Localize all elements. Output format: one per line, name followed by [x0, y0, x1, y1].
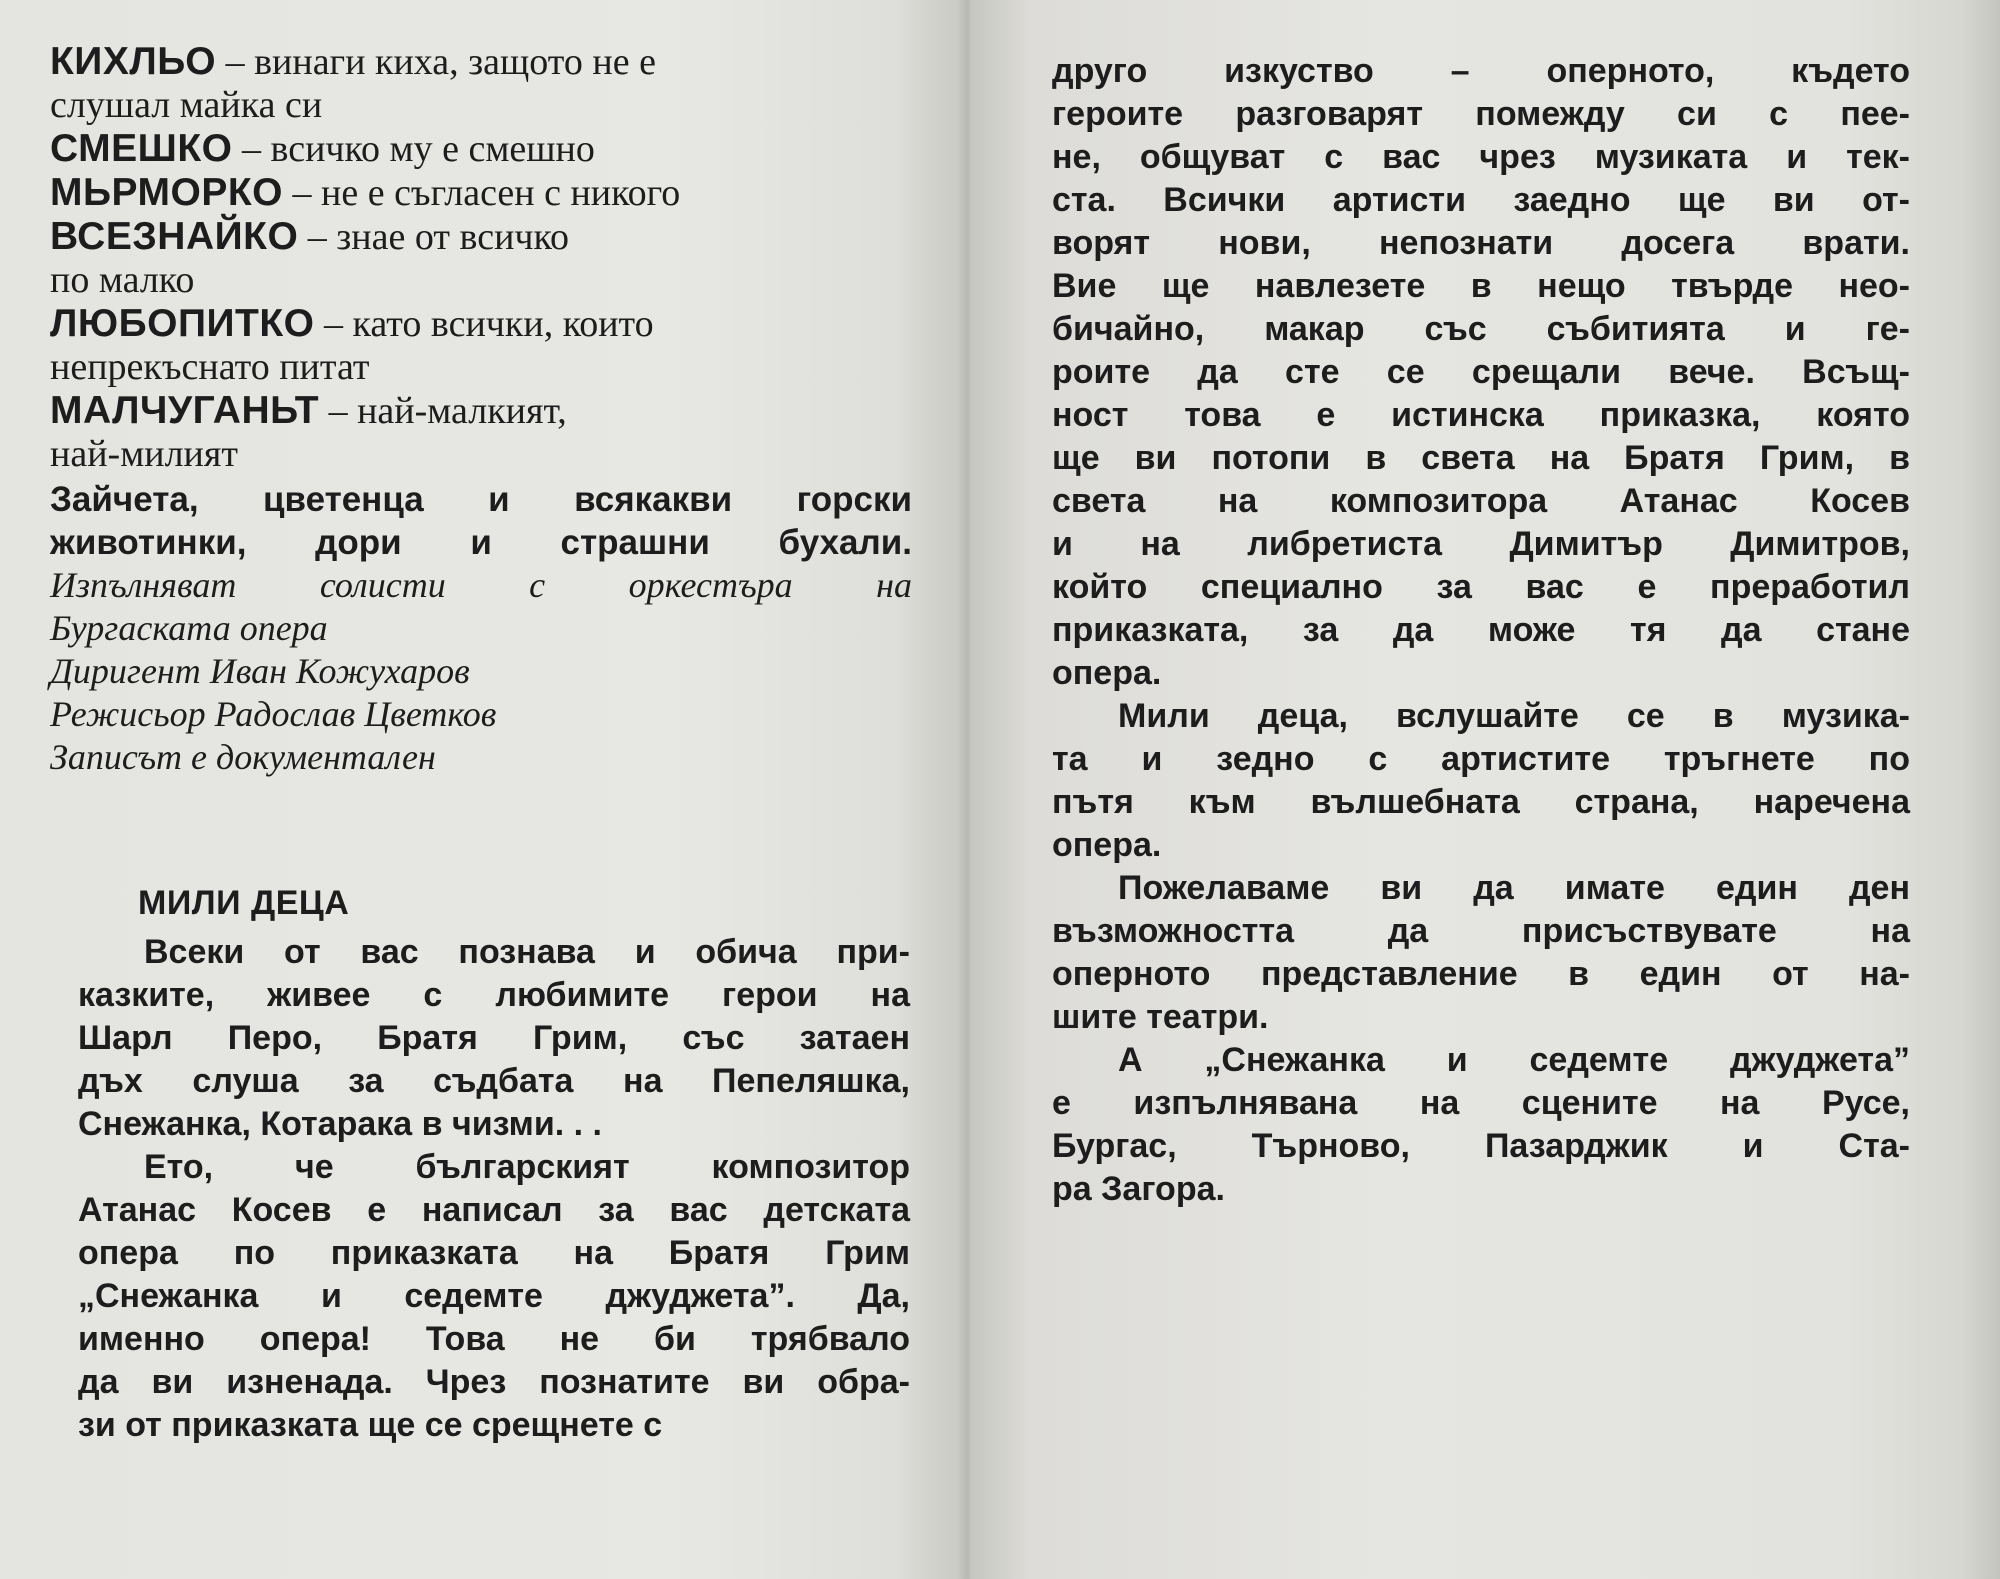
text-line: Вие ще навлезете в нещо твърде нео-	[1052, 267, 1910, 305]
creatures-line: животинки, дори и страшни бухали.	[50, 523, 912, 562]
cast-name: КИХЛЬО	[50, 40, 217, 83]
text-line: друго изкуство – оперното, където	[1052, 52, 1910, 90]
cast-description-continued: слушал майка си	[50, 84, 323, 126]
cast-description: – не е съгласен с никого	[283, 172, 681, 214]
text-line: оперното представление в един от на-	[1052, 955, 1910, 993]
body-paragraph	[50, 1146, 910, 1447]
body-paragraph	[1052, 1039, 1910, 1211]
text-line: възможността да присъствувате на	[1052, 912, 1910, 950]
cast-description-continued: по малко	[50, 259, 195, 301]
text-line: ра Загора.	[1052, 1170, 1225, 1208]
left-body	[50, 931, 917, 1447]
text-line: опера.	[1052, 826, 1162, 864]
cast-description-continued: най-милият	[50, 433, 238, 475]
cast-name: СМЕШКО	[50, 127, 233, 170]
text-line: не, общуват с вас чрез музиката и тек-	[1052, 138, 1910, 176]
text-line: „Снежанка и седемте джуджета”. Да,	[78, 1277, 910, 1315]
text-line: Ето, че българският композитор	[144, 1148, 910, 1186]
cast-entry	[50, 389, 917, 433]
text-line: опера по приказката на Братя Грим	[78, 1234, 910, 1272]
text-line: приказката, за да може тя да стане	[1052, 611, 1910, 649]
text-line: казките, живее с любимите герои на	[78, 976, 910, 1014]
text-line: героите разговарят помежду си с пее-	[1052, 95, 1910, 133]
credit-line: Изпълняват солисти с оркестъра на	[50, 565, 912, 605]
text-line: Снежанка, Котарака в чизми. . .	[78, 1105, 602, 1143]
text-line: зи от приказката ще се срещнете с	[78, 1406, 663, 1444]
cast-entry	[50, 302, 917, 346]
cast-entry	[50, 40, 917, 84]
creatures-text	[50, 478, 912, 564]
cast-name: МЬРМОРКО	[50, 171, 283, 214]
cast-description: – винаги киха, защото не е	[216, 41, 656, 83]
text-line: света на композитора Атанас Косев	[1052, 482, 1910, 520]
right-page	[970, 0, 2000, 1579]
cast-entry	[50, 127, 917, 171]
cast-list	[50, 40, 917, 476]
text-line: именно опера! Това не би трябвало	[78, 1320, 910, 1358]
text-line: Мили деца, вслушайте се в музика-	[1118, 697, 1910, 735]
text-line: А „Снежанка и седемте джуджета”	[1118, 1041, 1910, 1079]
cast-description: – знае от всичко	[298, 216, 570, 258]
text-line: дъх слуша за съдбата на Пепеляшка,	[78, 1062, 910, 1100]
text-line: ще ви потопи в света на Братя Грим, в	[1052, 439, 1910, 477]
cast-entry	[50, 215, 917, 259]
creatures-line: Зайчета, цветенца и всякакви горски	[50, 480, 912, 519]
cast-description: – като всички, които	[314, 303, 654, 345]
credits	[50, 564, 917, 779]
text-line: роите да сте се срещали вече. Всъщ-	[1052, 353, 1910, 391]
credit-line: Записът е документален	[50, 737, 436, 777]
right-body	[1052, 50, 2000, 1211]
credit-line: Режисьор Радослав Цветков	[50, 694, 497, 734]
text-line: ност това е истинска приказка, която	[1052, 396, 1910, 434]
text-line: Всеки от вас познава и обича при-	[144, 933, 910, 971]
text-line: който специално за вас е преработил	[1052, 568, 1910, 606]
page-edge	[1960, 0, 2000, 1579]
cast-description: – всичко му е смешно	[232, 128, 595, 170]
body-paragraph	[1052, 695, 1910, 867]
text-line: ворят нови, непознати досега врати.	[1052, 224, 1910, 262]
text-line: е изпълнявана на сцените на Русе,	[1052, 1084, 1910, 1122]
credit-line: Бургаската опера	[50, 608, 328, 648]
text-line: пътя към вълшебната страна, наречена	[1052, 783, 1910, 821]
left-page	[0, 0, 962, 1579]
text-line: Бургас, Търново, Пазарджик и Ста-	[1052, 1127, 1910, 1165]
text-line: и на либретиста Димитър Димитров,	[1052, 525, 1910, 563]
section-heading: МИЛИ ДЕЦА	[138, 884, 350, 922]
cast-name: ЛЮБОПИТКО	[50, 302, 315, 345]
body-paragraph	[50, 931, 910, 1146]
text-line: Атанас Косев е написал за вас детската	[78, 1191, 910, 1229]
text-line: Пожелаваме ви да имате един ден	[1118, 869, 1910, 907]
text-line: та и зедно с артистите тръгнете по	[1052, 740, 1910, 778]
credit-line: Диригент Иван Кожухаров	[50, 651, 470, 691]
cast-name: МАЛЧУГАНЬТ	[50, 389, 320, 432]
text-line: да ви изненада. Чрез познатите ви обра-	[78, 1363, 910, 1401]
text-line: Шарл Перо, Братя Грим, със затаен	[78, 1019, 910, 1057]
cast-name: ВСЕЗНАЙКО	[50, 215, 299, 258]
text-line: ста. Всички артисти заедно ще ви от-	[1052, 181, 1910, 219]
text-line: опера.	[1052, 654, 1162, 692]
cast-description: – най-малкият,	[319, 390, 567, 432]
text-line: шите театри.	[1052, 998, 1269, 1036]
body-paragraph	[1052, 50, 1910, 695]
text-line: бичайно, макар със събитията и ге-	[1052, 310, 1910, 348]
cast-description-continued: непрекъснато питат	[50, 346, 370, 388]
cast-entry	[50, 171, 917, 215]
body-paragraph	[1052, 867, 1910, 1039]
